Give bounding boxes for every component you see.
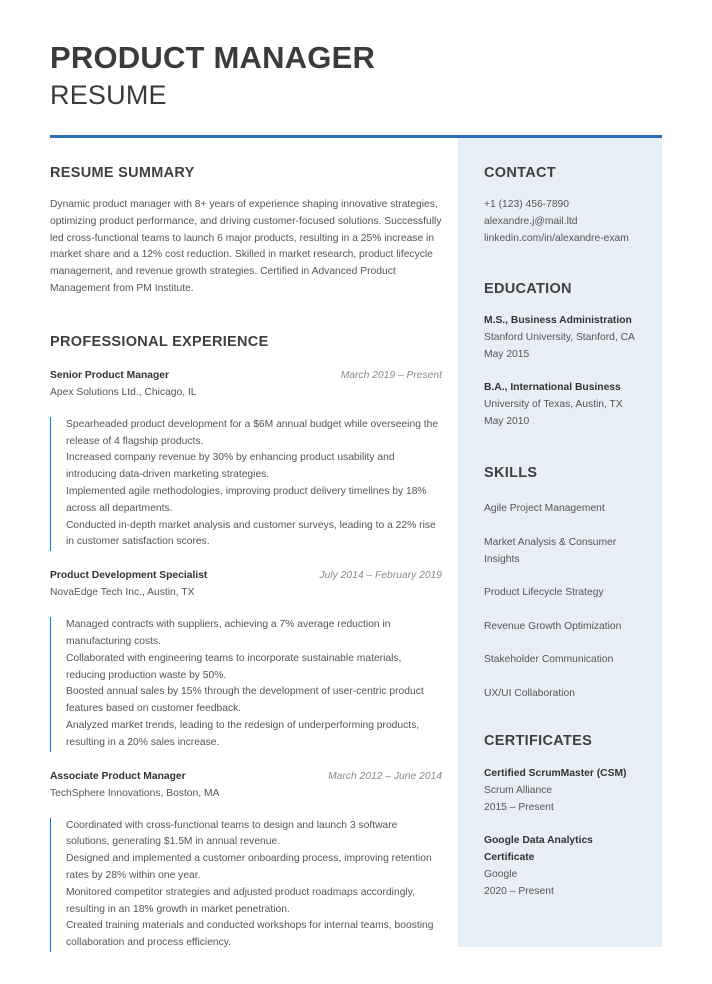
job-company: NovaEdge Tech Inc., Austin, TX (50, 587, 195, 599)
education-heading: EDUCATION (484, 281, 572, 297)
job-bullet: Implemented agile methodologies, improving product delivery timelines by 18% across all departments. (66, 485, 427, 514)
job-bullet: Designed and implemented a customer onboarding process, improving retention rates by 28% within one year. (66, 853, 432, 881)
job-title: Associate Product Manager (50, 770, 186, 782)
certificate-name: Certified ScrumMaster (CSM) (484, 768, 627, 779)
skill-item: UX/UI Collaboration (484, 688, 575, 699)
education-date: May 2010 (484, 415, 530, 427)
job-bullet: Coordinated with cross-functional teams to design and launch 3 software solutions, generating $1.5M in annual revenue. (66, 819, 398, 848)
certificate-date: 2020 – Present (484, 885, 554, 897)
job-entry (50, 768, 442, 952)
education-school: University of Texas, Austin, TX (484, 399, 623, 411)
resume-subtitle: RESUME (50, 80, 167, 110)
summary-heading: RESUME SUMMARY (50, 165, 195, 181)
summary-text: Dynamic product manager with 8+ years of experience shaping innovative strategies, optimizing product performance, and driving customer-focused solutions. Successfully led cross-functional teams to launch 6 major products, resulting in a 25% increase in market share and a 12% cost reduction. Skilled in market research, product lifecycle management, and revenue growth strategies. Certified in Advanced Product Management from PM Institute. (50, 199, 442, 294)
education-school: Stanford University, Stanford, CA (484, 331, 635, 343)
job-bullet: Collaborated with engineering teams to incorporate sustainable materials, reducing production waste by 50%. (66, 652, 402, 681)
education-date: May 2015 (484, 348, 530, 360)
job-entry (50, 367, 442, 551)
job-company: TechSphere Innovations, Boston, MA (50, 787, 220, 799)
skill-item: Agile Project Management (484, 503, 605, 514)
certificate-issuer: Google (484, 868, 518, 880)
skill-item: Product Lifecycle Strategy (484, 587, 604, 598)
certificate-item (484, 766, 654, 816)
skill-item: Market Analysis & Consumer Insights (484, 537, 617, 565)
contact-linkedin[interactable]: linkedin.com/in/alexandre-exam (484, 232, 629, 244)
job-bullets (50, 617, 442, 751)
job-bullet: Managed contracts with suppliers, achieving a 7% average reduction in manufacturing costs. (66, 619, 391, 647)
education-item (484, 380, 654, 430)
certificates-section (484, 733, 654, 901)
job-bullet: Increased company revenue by 30% by enhancing product usability and introducing data-driven marketing strategies. (66, 452, 395, 481)
certificate-name: Google Data Analytics Certificate (484, 835, 593, 864)
certificate-date: 2015 – Present (484, 801, 554, 813)
job-bullet: Created training materials and conducted workshops for internal teams, boosting collaboration and process efficiency. (66, 920, 434, 949)
job-dates: March 2019 – Present (340, 369, 442, 381)
certificates-heading: CERTIFICATES (484, 733, 593, 749)
main-column (50, 165, 442, 952)
job-bullet: Boosted annual sales by 15% through the development of user-centric product features based on customer feedback. (66, 686, 424, 715)
certificate-item (484, 833, 619, 900)
job-bullets (50, 417, 442, 551)
job-company: Apex Solutions Ltd., Chicago, IL (50, 386, 197, 398)
job-title: Product Development Specialist (50, 570, 208, 582)
certificate-issuer: Scrum Alliance (484, 784, 553, 796)
education-item (484, 313, 654, 363)
contact-email[interactable]: alexandre.j@mail.ltd (484, 215, 578, 227)
job-bullet: Monitored competitor strategies and adjusted product roadmaps accordingly, resulting in an 18% growth in market penetration. (66, 886, 415, 915)
skills-heading: SKILLS (484, 465, 538, 481)
job-bullets (50, 818, 442, 952)
skill-item: Stakeholder Communication (484, 654, 614, 665)
experience-heading: PROFESSIONAL EXPERIENCE (50, 333, 269, 350)
education-degree: M.S., Business Administration (484, 315, 632, 326)
skills-section (484, 465, 654, 715)
contact-section (484, 165, 654, 247)
education-section (484, 281, 654, 431)
contact-phone[interactable]: +1 (123) 456-7890 (484, 199, 570, 210)
job-title: Senior Product Manager (50, 369, 170, 381)
job-dates: March 2012 – June 2014 (328, 770, 442, 782)
resume-title: PRODUCT MANAGER (50, 40, 376, 75)
job-entry (50, 567, 442, 751)
skill-item: Revenue Growth Optimization (484, 621, 622, 632)
education-degree: B.A., International Business (484, 382, 621, 394)
contact-heading: CONTACT (484, 165, 556, 181)
job-bullet: Conducted in-depth market analysis and customer surveys, leading to a 22% rise in customer satisfaction scores. (66, 519, 436, 548)
job-dates: July 2014 – February 2019 (319, 570, 442, 582)
job-bullet: Analyzed market trends, leading to the redesign of underperforming products, resulting in a 20% sales increase. (66, 719, 420, 748)
job-bullet: Spearheaded product development for a $6M annual budget while overseeing the release of 4 flagship products. (66, 418, 439, 447)
